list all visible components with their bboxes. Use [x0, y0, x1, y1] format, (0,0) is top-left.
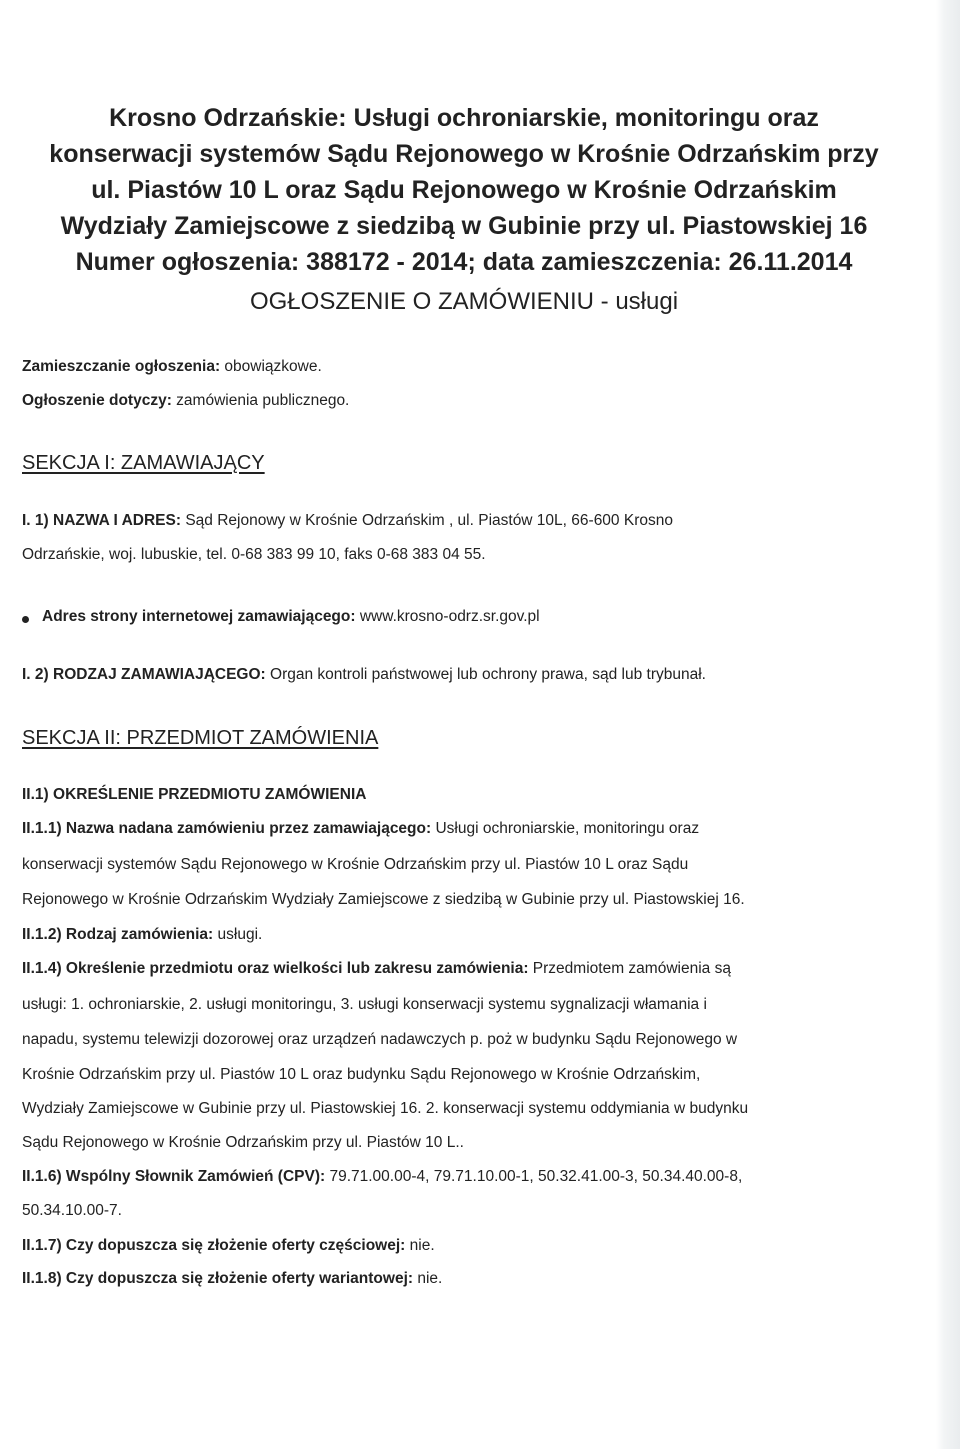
name-address-label: I. 1) NAZWA I ADRES:: [22, 512, 182, 529]
order-name-line-3: Rejonowego w Krośnie Odrzańskim Wydziały Zamiejscowe z siedzibą w Gubinie przy ul. Piastowskiej 16.: [22, 891, 745, 908]
variant-offer-line: [22, 1270, 442, 1288]
name-address-line-2: Odrzańskie, woj. lubuskie, tel. 0-68 383 99 10, faks 0-68 383 04 55.: [22, 546, 486, 563]
scope-line-2: usługi: 1. ochroniarskie, 2. usługi monitoringu, 3. usługi konserwacji systemu sygnalizacji włamania i: [22, 996, 707, 1013]
website-value[interactable]: www.krosno-odrz.sr.gov.pl: [355, 608, 540, 625]
order-name-line-2: konserwacji systemów Sądu Rejonowego w Krośnie Odrzańskim przy ul. Piastów 10 L oraz Sądu: [22, 856, 689, 873]
order-name-line-1: [22, 820, 699, 838]
variant-offer-label: II.1.8) Czy dopuszcza się złożenie oferty wariantowej:: [22, 1270, 414, 1287]
scope-line-3: napadu, systemu telewizji dozorowej oraz urządzeń nadawczych p. poż w budynku Sądu Rejonowego w: [22, 1031, 738, 1048]
concerns-label: Ogłoszenie dotyczy:: [22, 392, 172, 409]
scope-line-4: Krośnie Odrzańskim przy ul. Piastów 10 L oraz budynku Sądu Rejonowego w Krośnie Odrzańskim,: [22, 1066, 701, 1083]
order-kind-label: II.1.2) Rodzaj zamówienia:: [22, 926, 214, 943]
title-line-5: Numer ogłoszenia: 388172 - 2014; data zamieszczenia: 26.11.2014: [75, 248, 853, 276]
order-kind-value: usługi.: [213, 926, 263, 943]
subject-definition-heading: II.1) OKREŚLENIE PRZEDMIOTU ZAMÓWIENIA: [22, 786, 367, 803]
order-name-label: II.1.1) Nazwa nadana zamówieniu przez zamawiającego:: [22, 820, 432, 837]
cpv-label: II.1.6) Wspólny Słownik Zamówień (CPV):: [22, 1168, 326, 1185]
order-name-value-1: Usługi ochroniarskie, monitoringu oraz: [431, 820, 700, 837]
name-address-line-1: [22, 512, 673, 530]
concerns-value: zamówienia publicznego.: [171, 392, 350, 409]
contracting-type-line: [22, 666, 706, 684]
notice-title: [14, 100, 914, 280]
scope-line-6: Sądu Rejonowego w Krośnie Odrzańskim przy ul. Piastów 10 L..: [22, 1134, 464, 1151]
partial-offer-line: [22, 1237, 435, 1255]
name-address-value-1: Sąd Rejonowy w Krośnie Odrzańskim , ul. Piastów 10L, 66-600 Krosno: [181, 512, 673, 529]
placement-label: Zamieszczanie ogłoszenia:: [22, 358, 221, 375]
variant-offer-value: nie.: [413, 1270, 443, 1287]
website-line: [42, 608, 540, 626]
title-line-4: Wydziały Zamiejscowe z siedzibą w Gubinie przy ul. Piastowskiej 16: [60, 212, 868, 240]
contracting-type-value: Organ kontroli państwowej lub ochrony prawa, sąd lub trybunał.: [265, 666, 706, 683]
contracting-type-label: I. 2) RODZAJ ZAMAWIAJĄCEGO:: [22, 666, 266, 683]
scope-line-5: Wydziały Zamiejscowe w Gubinie przy ul. Piastowskiej 16. 2. konserwacji systemu oddymiania w budynku: [22, 1100, 749, 1117]
section-1-heading: SEKCJA I: ZAMAWIAJĄCY: [22, 452, 265, 474]
cpv-line-1: [22, 1168, 742, 1186]
section-2-heading: SEKCJA II: PRZEDMIOT ZAMÓWIENIA: [22, 727, 379, 749]
bullet-icon: [22, 616, 29, 623]
website-label: Adres strony internetowej zamawiającego:: [42, 608, 356, 625]
page-edge-shadow: [936, 0, 960, 1449]
scope-value-1: Przedmiotem zamówienia są: [528, 960, 731, 977]
notice-subtitle: OGŁOSZENIE O ZAMÓWIENIU - usługi: [249, 288, 679, 315]
partial-offer-value: nie.: [405, 1237, 435, 1254]
placement-value: obowiązkowe.: [220, 358, 322, 375]
partial-offer-label: II.1.7) Czy dopuszcza się złożenie oferty częściowej:: [22, 1237, 406, 1254]
order-kind-line: [22, 926, 262, 944]
scope-line-1: [22, 960, 731, 978]
title-line-1: Krosno Odrzańskie: Usługi ochroniarskie, monitoringu oraz: [109, 104, 819, 132]
cpv-line-2: 50.34.10.00-7.: [22, 1202, 122, 1219]
placement-line: [22, 358, 322, 376]
concerns-line: [22, 392, 349, 410]
title-line-3: ul. Piastów 10 L oraz Sądu Rejonowego w Krośnie Odrzańskim: [91, 176, 837, 204]
title-line-2: konserwacji systemów Sądu Rejonowego w Krośnie Odrzańskim przy: [49, 140, 879, 168]
cpv-value-1: 79.71.00.00-4, 79.71.10.00-1, 50.32.41.00-3, 50.34.40.00-8,: [325, 1168, 743, 1185]
scope-label: II.1.4) Określenie przedmiotu oraz wielkości lub zakresu zamówienia:: [22, 960, 529, 977]
